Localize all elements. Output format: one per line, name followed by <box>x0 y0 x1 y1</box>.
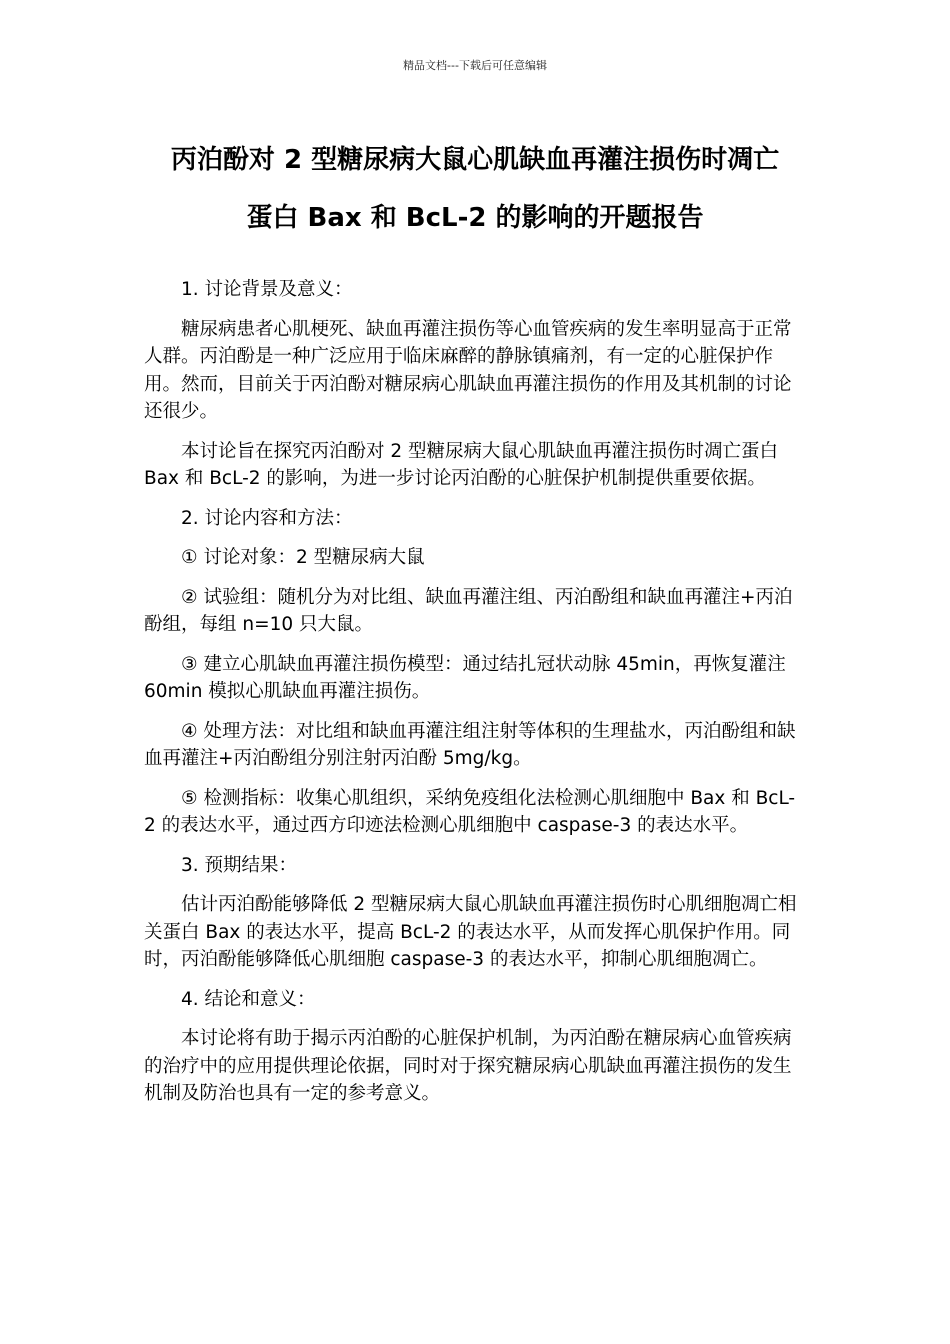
section-2-item-4: ④ 处理方法：对比组和缺血再灌注组注射等体积的生理盐水，丙泊酚组和缺血再灌注+丙泊酚组分别注射丙泊酚 5mg/kg。 <box>144 720 796 769</box>
section-3-paragraph-1: 估计丙泊酚能够降低 2 型糖尿病大鼠心肌缺血再灌注损伤时心肌细胞凋亡相关蛋白 Bax 的表达水平，提高 BcL-2 的表达水平，从而发挥心肌保护作用。同时，丙泊酚能够降低心肌细胞 caspase-3 的表达水平，抑制心肌细胞凋亡。 <box>144 894 797 970</box>
section-2-item-3: ③ 建立心肌缺血再灌注损伤模型：通过结扎冠状动脉 45min，再恢复灌注 60min 模拟心肌缺血再灌注损伤。 <box>144 653 786 702</box>
section-4-paragraph-1: 本讨论将有助于揭示丙泊酚的心脏保护机制，为丙泊酚在糖尿病心血管疾病的治疗中的应用提供理论依据，同时对于探究糖尿病心肌缺血再灌注损伤的发生机制及防治也具有一定的参考意义。 <box>144 1028 792 1104</box>
section-2-heading: 2. 讨论内容和方法： <box>181 507 353 529</box>
document-body <box>144 276 806 1120</box>
section-1-heading: 1. 讨论背景及意义： <box>181 279 353 300</box>
header-note: 精品文档---下载后可任意编辑 <box>403 59 547 72</box>
section-2-item-1: ① 讨论对象：2 型糖尿病大鼠 <box>181 547 425 568</box>
section-2-item-5: ⑤ 检测指标：收集心肌组织，采纳免疫组化法检测心肌细胞中 Bax 和 BcL-2 的表达水平，通过西方印迹法检测心肌细胞中 caspase-3 的表达水平。 <box>144 787 796 836</box>
title-line-1: 丙泊酚对 2 型糖尿病大鼠心肌缺血再灌注损伤时凋亡 <box>170 145 780 175</box>
section-2-item-2: ② 试验组：随机分为对比组、缺血再灌注组、丙泊酚组和缺血再灌注+丙泊酚组，每组 n=10 只大鼠。 <box>144 586 793 635</box>
title-line-2: 蛋白 Bax 和 BcL-2 的影响的开题报告 <box>246 203 704 233</box>
section-1-paragraph-1: 糖尿病患者心肌梗死、缺血再灌注损伤等心血管疾病的发生率明显高于正常人群。丙泊酚是一种广泛应用于临床麻醉的静脉镇痛剂，有一定的心脏保护作用。然而，目前关于丙泊酚对糖尿病心肌缺血再灌注损伤的作用及其机制的讨论还很少。 <box>144 318 792 422</box>
section-3-heading: 3. 预期结果： <box>181 854 298 876</box>
section-1-paragraph-2: 本讨论旨在探究丙泊酚对 2 型糖尿病大鼠心肌缺血再灌注损伤时凋亡蛋白 Bax 和 BcL-2 的影响，为进一步讨论丙泊酚的心脏保护机制提供重要依据。 <box>144 440 779 489</box>
section-4-heading: 4. 结论和意义： <box>181 988 316 1010</box>
